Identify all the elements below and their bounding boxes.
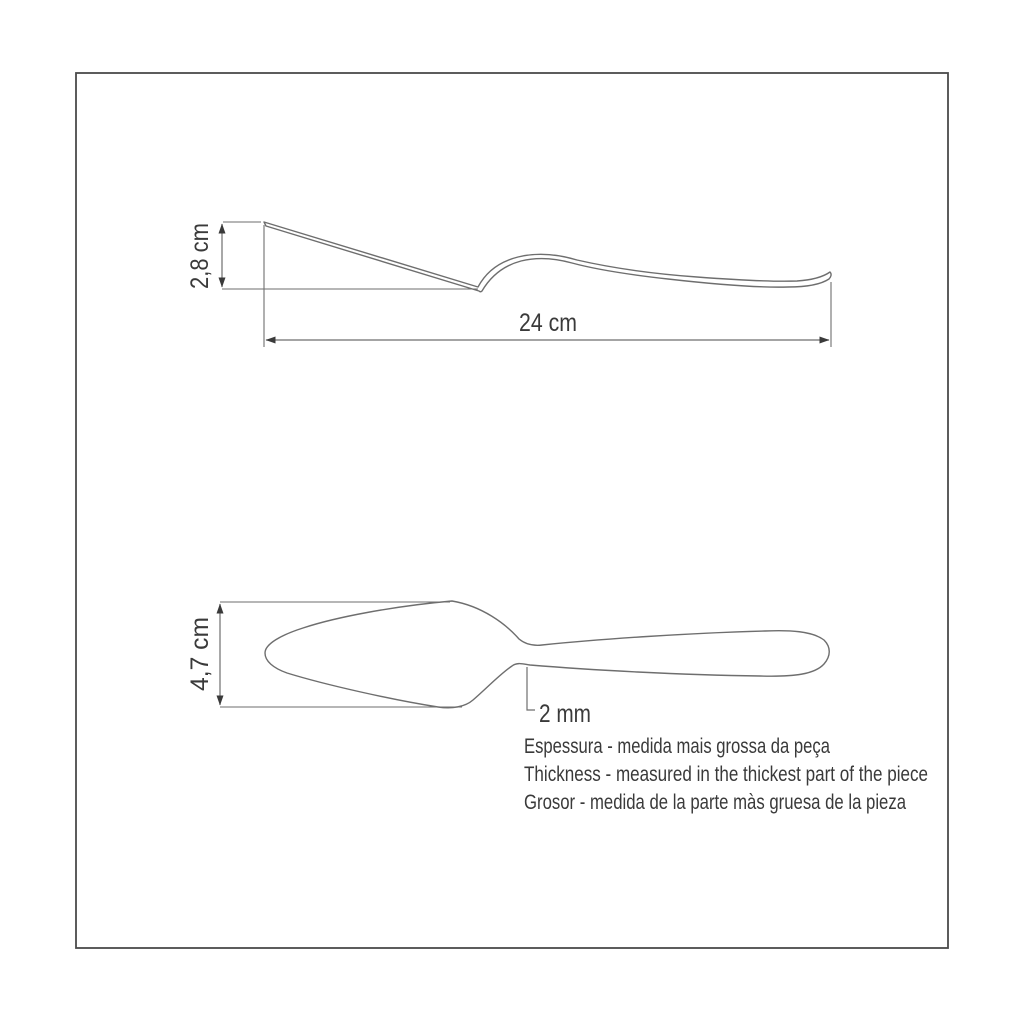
thickness-note-pt: Espessura - medida mais grossa da peça [524,735,831,758]
side-view [185,213,831,347]
thickness-annotation [527,667,591,728]
thickness-value-label: 2 mm [539,700,591,728]
side-length-label: 24 cm [519,309,577,337]
side-height-label: 2,8 cm [185,213,214,289]
side-height-dimension [185,213,478,289]
thickness-note-en: Thickness - measured in the thickest part of the piece [524,763,928,786]
thickness-note-es: Grosor - medida de la parte màs gruesa de la pieza [524,791,907,814]
top-width-label: 4,7 cm [185,615,214,691]
server-top-outline [265,601,829,708]
top-view [186,601,928,814]
server-side-profile [264,222,831,292]
drawing-frame [76,73,948,948]
thickness-notes [524,735,928,814]
thickness-leader-line [527,667,535,710]
